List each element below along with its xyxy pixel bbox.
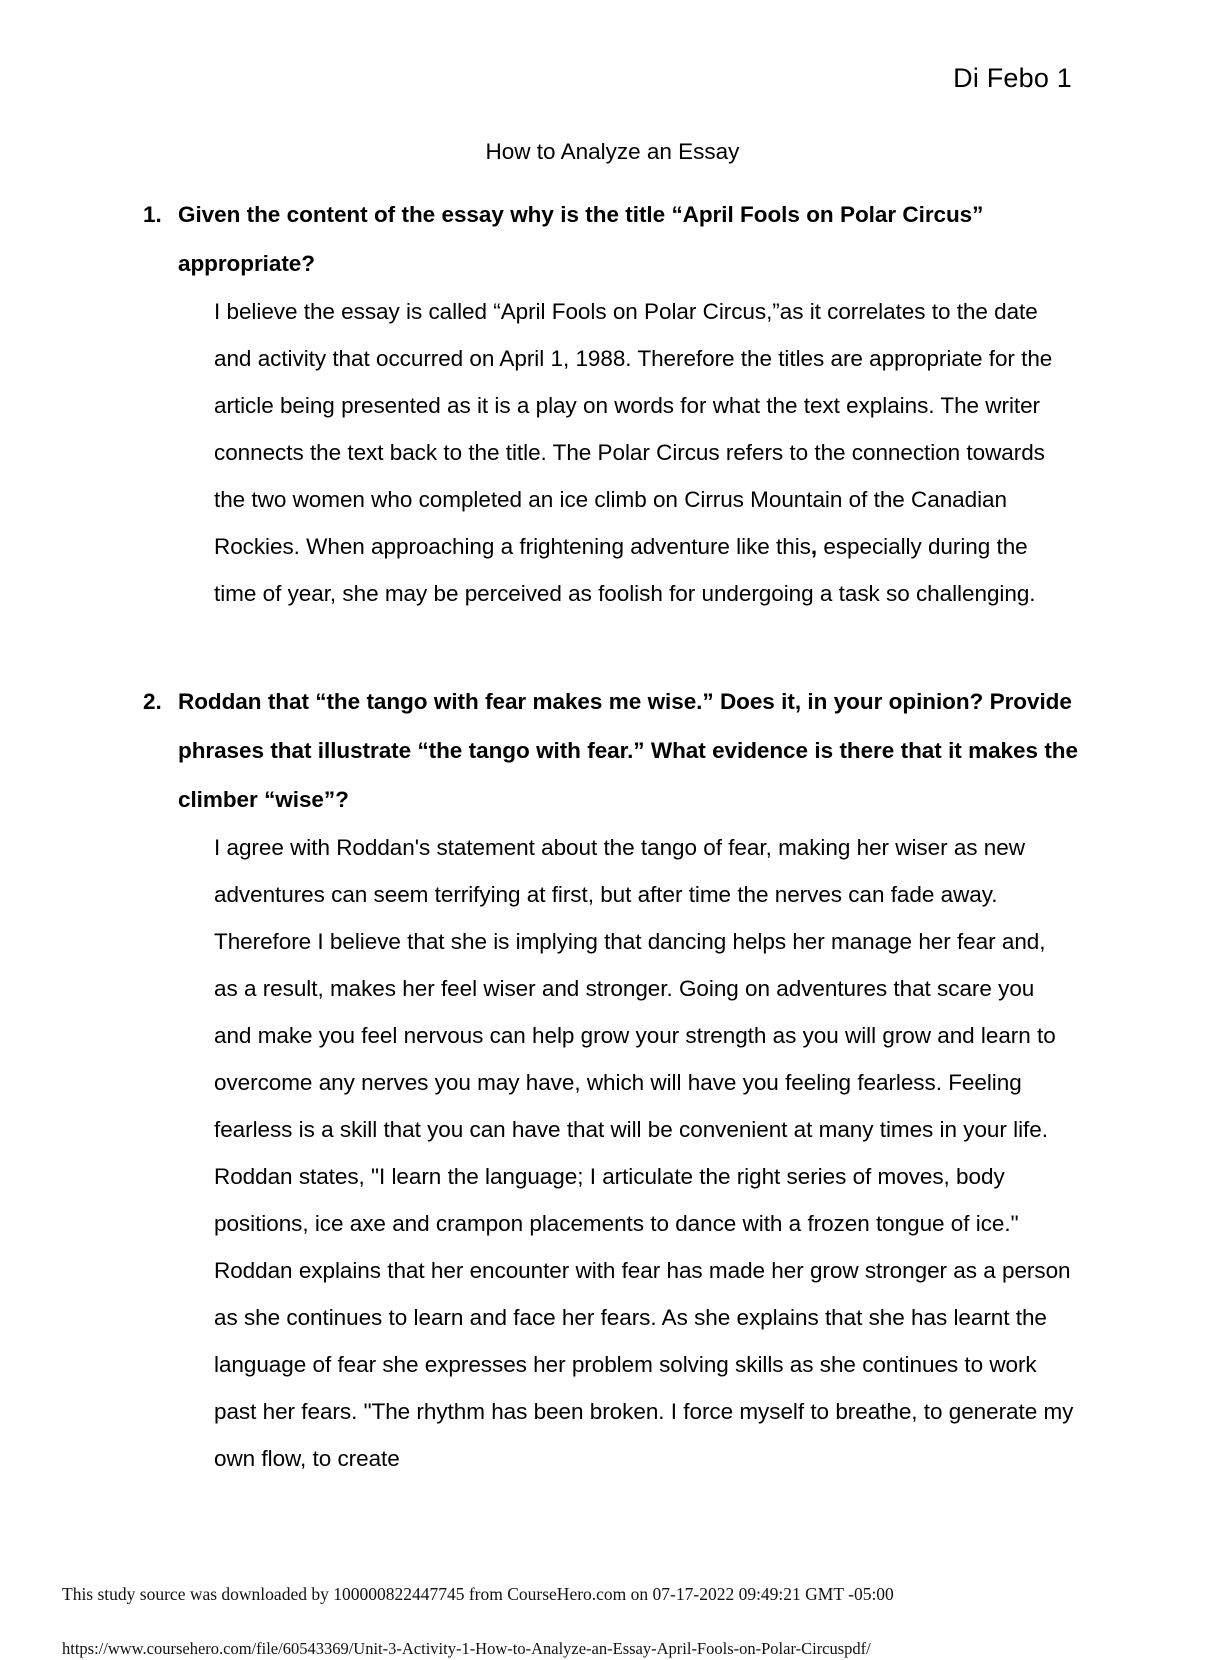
answer-1-part-1: I believe the essay is called “April Fools on Polar Circus,”as it correlates to the date and activity that occurred on April 1, 1988. Therefore the titles are appropriate for the article being presented as it is a play on words for what the text explains. The writer connects the text back to the title. The Polar Circus refers to the connection towards the two women who completed an ice climb on Cirrus Mountain of the Canadian Rockies. When approaching a frightening adventure like this — [214, 299, 1053, 560]
page-title: How to Analyze an Essay — [485, 139, 740, 164]
qa-block-2 — [143, 677, 1078, 1482]
body-bottom-spacer — [143, 1482, 1078, 1594]
download-attribution: This study source was downloaded by 100000822447745 from CourseHero.com on 07-17-2022 09:49:21 GMT -05:00 — [62, 1584, 894, 1604]
question-prompt-1: Given the content of the essay why is the title “April Fools on Polar Circus” appropriate? — [178, 202, 984, 277]
answer-2-part-1: I agree with Roddan's statement about the tango of fear, making her wiser as new adventures can seem terrifying at first, but after time the nerves can fade away. Therefore I believe that she is implying that dancing helps her manage her fear and, as a result, makes her feel wiser and stronger. Going on adventures that scare you and make you feel nervous can help grow your strength as you will grow and learn to overcome any nerves you may have, which will have you feeling fearless. Feeling fearless is a skill that you can have that will be convenient at many times in your life. Roddan states, "I learn the language; I articulate the right series of moves, body positions, ice axe and crampon placements to dance with a frozen tongue of ice." Roddan explains that her encounter with fear has made her grow stronger as a person as she continues to learn and face her fears. As she explains that she has learnt the language of fear she expresses her problem solving skills as she continues to work past her fears. "The rhythm has been broken. I force myself to breathe, to generate my own flow, to create — [214, 835, 1074, 1472]
question-prompt-2: Roddan that “the tango with fear makes me wise.” Does it, in your opinion? Provide phrases that illustrate “the tango with fear.” What evidence is there that it makes the climber “wise”? — [178, 689, 1078, 813]
qa-block-1 — [143, 190, 1078, 617]
document-body — [143, 138, 1078, 1594]
running-header: Di Febo 1 — [953, 63, 1072, 93]
answer-text-2 — [143, 824, 1078, 1482]
answer-text-1 — [143, 288, 1078, 617]
question-number-2: 2. — [143, 689, 162, 715]
question-row-1 — [143, 190, 1078, 288]
question-row-2 — [143, 677, 1078, 824]
question-number-1: 1. — [143, 202, 162, 228]
source-url[interactable]: https://www.coursehero.com/file/60543369/Unit-3-Activity-1-How-to-Analyze-an-Essay-April-Fools-on-Polar-Circuspdf/ — [62, 1639, 871, 1658]
answer-1-bold-comma: , — [810, 534, 818, 560]
answer-1-part-2: especially during the time of year, she may be perceived as foolish for undergoing a task so challenging. — [214, 534, 1036, 607]
